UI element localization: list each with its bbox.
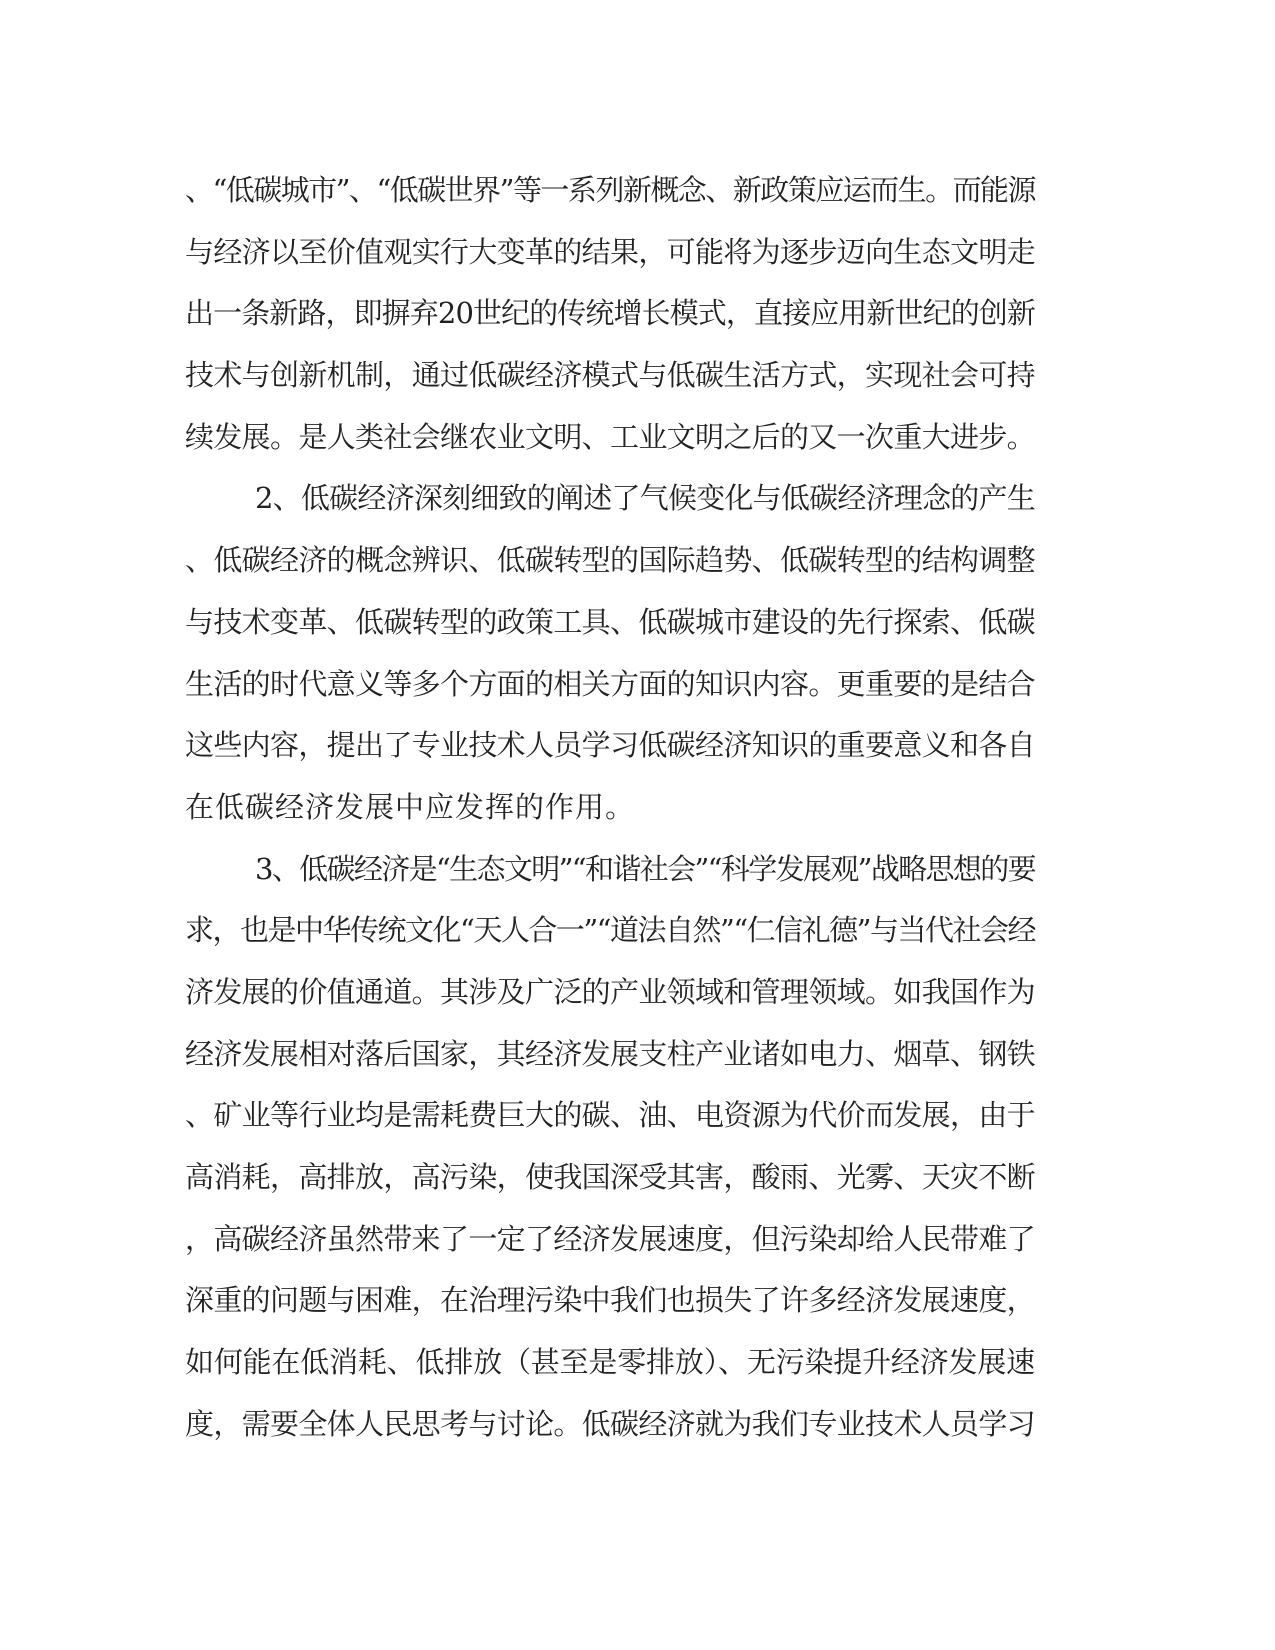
text-line: 如何能在低消耗、低排放（甚至是零排放）、无污染提升经济发展速 bbox=[185, 1345, 1035, 1380]
text-line: 续发展。是人类社会继农业文明、工业文明之后的又一次重大进步。 bbox=[185, 419, 1035, 454]
text-line: 2、低碳经济深刻细致的阐述了气候变化与低碳经济理念的产生 bbox=[255, 481, 1035, 516]
text-line: 、矿业等行业均是需耗费巨大的碳、油、电资源为代价而发展，由于 bbox=[185, 1098, 1035, 1133]
text-line: 技术与创新机制，通过低碳经济模式与低碳生活方式，实现社会可持 bbox=[185, 358, 1035, 393]
text-line: 、“低碳城市”、“低碳世界”等一系列新概念、新政策应运而生。而能源 bbox=[185, 173, 1035, 207]
text-line: 济发展的价值通道。其涉及广泛的产业领域和管理领域。如我国作为 bbox=[185, 974, 1035, 1009]
text-line: 生活的时代意义等多个方面的相关方面的知识内容。更重要的是结合 bbox=[185, 666, 1035, 701]
text-line: 3、低碳经济是“生态文明”“和谐社会”“科学发展观”战略思想的要 bbox=[255, 851, 1035, 886]
text-line: 度，需要全体人民思考与讨论。低碳经济就为我们专业技术人员学习 bbox=[185, 1406, 1035, 1441]
text-line: 与经济以至价值观实行大变革的结果，可能将为逐步迈向生态文明走 bbox=[185, 234, 1035, 269]
text-line: 、低碳经济的概念辨识、低碳转型的国际趋势、低碳转型的结构调整 bbox=[185, 543, 1035, 578]
text-line: 深重的问题与困难，在治理污染中我们也损失了许多经济发展速度， bbox=[185, 1283, 1035, 1318]
text-line: ，高碳经济虽然带来了一定了经济发展速度，但污染却给人民带难了 bbox=[185, 1221, 1035, 1256]
text-line: 这些内容，提出了专业技术人员学习低碳经济知识的重要意义和各自 bbox=[185, 728, 1035, 763]
text-line: 与技术变革、低碳转型的政策工具、低碳城市建设的先行探索、低碳 bbox=[185, 604, 1035, 639]
text-line: 高消耗，高排放，高污染，使我国深受其害，酸雨、光雾、天灾不断 bbox=[185, 1160, 1035, 1194]
text-line: 求，也是中华传统文化“天人合一”“道法自然”“仁信礼德”与当代社会经 bbox=[185, 913, 1035, 948]
text-line: 在低碳经济发展中应发挥的作用。 bbox=[185, 789, 636, 824]
text-line: 经济发展相对落后国家，其经济发展支柱产业诸如电力、烟草、钢铁 bbox=[185, 1036, 1035, 1071]
body-text bbox=[185, 160, 1085, 1455]
text-line: 出一条新路，即摒弃20世纪的传统增长模式，直接应用新世纪的创新 bbox=[185, 296, 1035, 331]
